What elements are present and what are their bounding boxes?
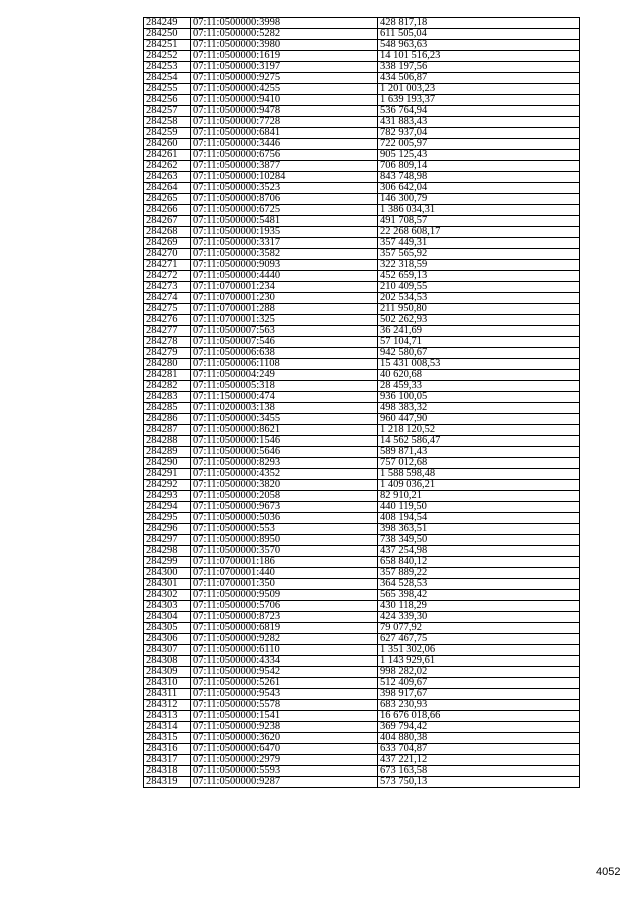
row-number-cell: 284318 (144, 766, 191, 777)
row-number-cell: 284287 (144, 425, 191, 436)
row-number-cell: 284303 (144, 601, 191, 612)
cadastral-number-cell: 07:11:0500000:9509 (191, 590, 378, 601)
cadastral-number-cell: 07:11:0500000:4255 (191, 84, 378, 95)
row-number-cell: 284254 (144, 73, 191, 84)
cadastral-number-cell: 07:11:0500000:8723 (191, 612, 378, 623)
cadastral-number-cell: 07:11:0500000:1935 (191, 227, 378, 238)
cadastral-number-cell: 07:11:1500000:474 (191, 392, 378, 403)
row-number-cell: 284300 (144, 568, 191, 579)
cadastral-number-cell: 07:11:0700001:325 (191, 315, 378, 326)
cadastral-value-cell: 357 565,92 (378, 249, 580, 260)
cadastral-number-cell: 07:11:0500000:5481 (191, 216, 378, 227)
cadastral-value-cell: 1 386 034,31 (378, 205, 580, 216)
cadastral-number-cell: 07:11:0500005:318 (191, 381, 378, 392)
cadastral-value-cell: 14 101 516,23 (378, 51, 580, 62)
row-number-cell: 284312 (144, 700, 191, 711)
table-row (144, 436, 580, 447)
cadastral-number-cell: 07:11:0500000:9673 (191, 502, 378, 513)
row-number-cell: 284294 (144, 502, 191, 513)
cadastral-value-cell: 322 318,59 (378, 260, 580, 271)
table-row (144, 568, 580, 579)
cadastral-number-cell: 07:11:0500000:1619 (191, 51, 378, 62)
cadastral-value-cell: 440 119,50 (378, 502, 580, 513)
cadastral-value-cell: 960 447,90 (378, 414, 580, 425)
table-row (144, 491, 580, 502)
row-number-cell: 284307 (144, 645, 191, 656)
cadastral-number-cell: 07:11:0500000:4334 (191, 656, 378, 667)
cadastral-number-cell: 07:11:0500000:5593 (191, 766, 378, 777)
row-number-cell: 284310 (144, 678, 191, 689)
cadastral-number-cell: 07:11:0500000:9282 (191, 634, 378, 645)
row-number-cell: 284273 (144, 282, 191, 293)
cadastral-number-cell: 07:11:0500006:638 (191, 348, 378, 359)
cadastral-value-cell: 404 880,38 (378, 733, 580, 744)
cadastral-number-cell: 07:11:0500000:9093 (191, 260, 378, 271)
table-row (144, 359, 580, 370)
cadastral-number-cell: 07:11:0500000:7728 (191, 117, 378, 128)
cadastral-value-cell: 548 963,63 (378, 40, 580, 51)
cadastral-value-cell: 14 562 586,47 (378, 436, 580, 447)
cadastral-number-cell: 07:11:0500000:3317 (191, 238, 378, 249)
table-row (144, 700, 580, 711)
table-row (144, 326, 580, 337)
cadastral-number-cell: 07:11:0500000:3980 (191, 40, 378, 51)
table-row (144, 51, 580, 62)
row-number-cell: 284286 (144, 414, 191, 425)
cadastral-value-cell: 565 398,42 (378, 590, 580, 601)
cadastral-number-cell: 07:11:0500000:3582 (191, 249, 378, 260)
table-row (144, 260, 580, 271)
cadastral-value-cell: 683 230,93 (378, 700, 580, 711)
row-number-cell: 284250 (144, 29, 191, 40)
table-row (144, 623, 580, 634)
cadastral-value-cell: 512 409,67 (378, 678, 580, 689)
table-row (144, 513, 580, 524)
table-row (144, 227, 580, 238)
row-number-cell: 284319 (144, 777, 191, 788)
cadastral-number-cell: 07:11:0500000:6841 (191, 128, 378, 139)
table-row (144, 40, 580, 51)
row-number-cell: 284252 (144, 51, 191, 62)
cadastral-number-cell: 07:11:0500000:6756 (191, 150, 378, 161)
cadastral-number-cell: 07:11:0500000:9238 (191, 722, 378, 733)
cadastral-value-cell: 57 104,71 (378, 337, 580, 348)
table-row (144, 722, 580, 733)
row-number-cell: 284262 (144, 161, 191, 172)
cadastral-value-cell: 722 005,97 (378, 139, 580, 150)
cadastral-number-cell: 07:11:0500000:4440 (191, 271, 378, 282)
table-row (144, 84, 580, 95)
cadastral-value-cell: 36 241,69 (378, 326, 580, 337)
row-number-cell: 284290 (144, 458, 191, 469)
table-row (144, 117, 580, 128)
table-row (144, 172, 580, 183)
row-number-cell: 284255 (144, 84, 191, 95)
cadastral-number-cell: 07:11:0500000:5261 (191, 678, 378, 689)
cadastral-value-cell: 782 937,04 (378, 128, 580, 139)
cadastral-value-cell: 757 012,68 (378, 458, 580, 469)
row-number-cell: 284276 (144, 315, 191, 326)
table-row (144, 161, 580, 172)
table-row (144, 348, 580, 359)
cadastral-value-cell: 398 363,51 (378, 524, 580, 535)
row-number-cell: 284285 (144, 403, 191, 414)
cadastral-number-cell: 07:11:0500000:3877 (191, 161, 378, 172)
row-number-cell: 284305 (144, 623, 191, 634)
table-row (144, 381, 580, 392)
cadastral-value-cell: 16 676 018,66 (378, 711, 580, 722)
row-number-cell: 284295 (144, 513, 191, 524)
cadastral-value-cell: 573 750,13 (378, 777, 580, 788)
cadastral-number-cell: 07:11:0500000:6725 (191, 205, 378, 216)
cadastral-number-cell: 07:11:0500000:5578 (191, 700, 378, 711)
row-number-cell: 284288 (144, 436, 191, 447)
cadastral-value-cell: 627 467,75 (378, 634, 580, 645)
cadastral-value-cell: 431 883,43 (378, 117, 580, 128)
cadastral-number-cell: 07:11:0500000:553 (191, 524, 378, 535)
cadastral-value-cell: 40 620,68 (378, 370, 580, 381)
table-row (144, 29, 580, 40)
cadastral-number-cell: 07:11:0700001:230 (191, 293, 378, 304)
cadastral-number-cell: 07:11:0700001:186 (191, 557, 378, 568)
table-row (144, 139, 580, 150)
cadastral-value-cell: 589 871,43 (378, 447, 580, 458)
row-number-cell: 284268 (144, 227, 191, 238)
table-row (144, 744, 580, 755)
cadastral-number-cell: 07:11:0500000:3523 (191, 183, 378, 194)
page-number: 4052 (596, 866, 621, 878)
table-row (144, 150, 580, 161)
table-row (144, 425, 580, 436)
cadastral-number-cell: 07:11:0500000:3620 (191, 733, 378, 744)
table-row (144, 612, 580, 623)
cadastral-value-cell: 1 351 302,06 (378, 645, 580, 656)
cadastral-number-cell: 07:11:0500000:5706 (191, 601, 378, 612)
cadastral-value-cell: 633 704,87 (378, 744, 580, 755)
cadastral-number-cell: 07:11:0500000:5646 (191, 447, 378, 458)
cadastral-number-cell: 07:11:0500000:9542 (191, 667, 378, 678)
table-row (144, 689, 580, 700)
table-row (144, 656, 580, 667)
table-row (144, 755, 580, 766)
table-row (144, 106, 580, 117)
row-number-cell: 284304 (144, 612, 191, 623)
cadastral-value-cell: 338 197,56 (378, 62, 580, 73)
cadastral-number-cell: 07:11:0500006:1108 (191, 359, 378, 370)
row-number-cell: 284260 (144, 139, 191, 150)
table-row (144, 216, 580, 227)
row-number-cell: 284278 (144, 337, 191, 348)
cadastral-number-cell: 07:11:0500000:3820 (191, 480, 378, 491)
row-number-cell: 284264 (144, 183, 191, 194)
table-row (144, 678, 580, 689)
cadastral-value-cell: 408 194,54 (378, 513, 580, 524)
table-row (144, 480, 580, 491)
table-row (144, 95, 580, 106)
cadastral-value-cell: 434 506,87 (378, 73, 580, 84)
cadastral-value-cell: 452 659,13 (378, 271, 580, 282)
row-number-cell: 284315 (144, 733, 191, 744)
cadastral-value-cell: 369 794,42 (378, 722, 580, 733)
row-number-cell: 284269 (144, 238, 191, 249)
cadastral-number-cell: 07:11:0500000:3570 (191, 546, 378, 557)
row-number-cell: 284281 (144, 370, 191, 381)
cadastral-value-cell: 843 748,98 (378, 172, 580, 183)
row-number-cell: 284317 (144, 755, 191, 766)
cadastral-number-cell: 07:11:0500000:1546 (191, 436, 378, 447)
row-number-cell: 284261 (144, 150, 191, 161)
cadastral-value-cell: 936 100,05 (378, 392, 580, 403)
table-row (144, 403, 580, 414)
row-number-cell: 284292 (144, 480, 191, 491)
cadastral-value-cell: 1 588 598,48 (378, 469, 580, 480)
row-number-cell: 284301 (144, 579, 191, 590)
cadastral-number-cell: 07:11:0500000:6470 (191, 744, 378, 755)
row-number-cell: 284311 (144, 689, 191, 700)
table-row (144, 524, 580, 535)
cadastral-number-cell: 07:11:0700001:234 (191, 282, 378, 293)
cadastral-value-cell: 306 642,04 (378, 183, 580, 194)
table-row (144, 128, 580, 139)
table-row (144, 766, 580, 777)
cadastral-number-cell: 07:11:0500000:4352 (191, 469, 378, 480)
table-row (144, 62, 580, 73)
row-number-cell: 284270 (144, 249, 191, 260)
table-row (144, 711, 580, 722)
table-row (144, 337, 580, 348)
table-row (144, 634, 580, 645)
cadastral-number-cell: 07:11:0500000:9287 (191, 777, 378, 788)
row-number-cell: 284256 (144, 95, 191, 106)
cadastral-number-cell: 07:11:0500000:9543 (191, 689, 378, 700)
row-number-cell: 284263 (144, 172, 191, 183)
cadastral-value-cell: 202 534,53 (378, 293, 580, 304)
row-number-cell: 284249 (144, 18, 191, 29)
table-row (144, 315, 580, 326)
row-number-cell: 284280 (144, 359, 191, 370)
cadastral-number-cell: 07:11:0500000:1541 (191, 711, 378, 722)
row-number-cell: 284266 (144, 205, 191, 216)
cadastral-value-cell: 357 889,22 (378, 568, 580, 579)
table-row (144, 579, 580, 590)
cadastral-number-cell: 07:11:0500000:5036 (191, 513, 378, 524)
cadastral-number-cell: 07:11:0500007:546 (191, 337, 378, 348)
row-number-cell: 284309 (144, 667, 191, 678)
row-number-cell: 284306 (144, 634, 191, 645)
row-number-cell: 284282 (144, 381, 191, 392)
table-row (144, 447, 580, 458)
table-row (144, 469, 580, 480)
table-row (144, 304, 580, 315)
table-row (144, 183, 580, 194)
cadastral-number-cell: 07:11:0500000:2058 (191, 491, 378, 502)
table-body (144, 18, 580, 788)
cadastral-value-cell: 611 505,04 (378, 29, 580, 40)
table-row (144, 249, 580, 260)
table-row (144, 645, 580, 656)
cadastral-value-cell: 15 431 008,53 (378, 359, 580, 370)
row-number-cell: 284257 (144, 106, 191, 117)
table-row (144, 282, 580, 293)
cadastral-number-cell: 07:11:0500000:3455 (191, 414, 378, 425)
row-number-cell: 284291 (144, 469, 191, 480)
cadastral-number-cell: 07:11:0500000:3197 (191, 62, 378, 73)
cadastral-number-cell: 07:11:0700001:440 (191, 568, 378, 579)
table-row (144, 205, 580, 216)
table-row (144, 293, 580, 304)
row-number-cell: 284302 (144, 590, 191, 601)
cadastral-number-cell: 07:11:0500000:9275 (191, 73, 378, 84)
cadastral-value-cell: 706 809,14 (378, 161, 580, 172)
cadastral-value-cell: 738 349,50 (378, 535, 580, 546)
cadastral-value-cell: 905 125,43 (378, 150, 580, 161)
cadastral-value-cell: 998 282,02 (378, 667, 580, 678)
cadastral-number-cell: 07:11:0500000:9410 (191, 95, 378, 106)
table-row (144, 590, 580, 601)
row-number-cell: 284253 (144, 62, 191, 73)
row-number-cell: 284298 (144, 546, 191, 557)
cadastral-number-cell: 07:11:0500000:3446 (191, 139, 378, 150)
row-number-cell: 284258 (144, 117, 191, 128)
row-number-cell: 284265 (144, 194, 191, 205)
row-number-cell: 284314 (144, 722, 191, 733)
cadastral-value-cell: 428 817,18 (378, 18, 580, 29)
row-number-cell: 284274 (144, 293, 191, 304)
row-number-cell: 284267 (144, 216, 191, 227)
table-row (144, 667, 580, 678)
cadastral-value-cell: 22 268 608,17 (378, 227, 580, 238)
cadastral-value-cell: 1 639 193,37 (378, 95, 580, 106)
cadastral-value-cell: 82 910,21 (378, 491, 580, 502)
cadastral-value-cell: 942 580,67 (378, 348, 580, 359)
cadastral-number-cell: 07:11:0500000:6110 (191, 645, 378, 656)
cadastral-number-cell: 07:11:0500000:3998 (191, 18, 378, 29)
row-number-cell: 284279 (144, 348, 191, 359)
cadastral-number-cell: 07:11:0500000:10284 (191, 172, 378, 183)
row-number-cell: 284299 (144, 557, 191, 568)
row-number-cell: 284251 (144, 40, 191, 51)
cadastral-value-cell: 210 409,55 (378, 282, 580, 293)
row-number-cell: 284283 (144, 392, 191, 403)
cadastral-value-cell: 1 143 929,61 (378, 656, 580, 667)
row-number-cell: 284296 (144, 524, 191, 535)
cadastral-number-cell: 07:11:0500000:8621 (191, 425, 378, 436)
cadastral-value-cell: 498 383,32 (378, 403, 580, 414)
table-row (144, 73, 580, 84)
cadastral-value-cell: 211 950,80 (378, 304, 580, 315)
table-row (144, 271, 580, 282)
cadastral-number-cell: 07:11:0500000:9478 (191, 106, 378, 117)
table-row (144, 18, 580, 29)
cadastral-value-cell: 357 449,31 (378, 238, 580, 249)
cadastral-value-cell: 491 708,57 (378, 216, 580, 227)
row-number-cell: 284293 (144, 491, 191, 502)
cadastral-number-cell: 07:11:0700001:350 (191, 579, 378, 590)
cadastral-value-cell: 424 339,30 (378, 612, 580, 623)
cadastral-value-cell: 364 528,53 (378, 579, 580, 590)
row-number-cell: 284297 (144, 535, 191, 546)
cadastral-value-cell: 437 254,98 (378, 546, 580, 557)
table-row (144, 370, 580, 381)
row-number-cell: 284259 (144, 128, 191, 139)
row-number-cell: 284271 (144, 260, 191, 271)
row-number-cell: 284275 (144, 304, 191, 315)
cadastral-value-cell: 1 201 003,23 (378, 84, 580, 95)
table-row (144, 733, 580, 744)
cadastral-number-cell: 07:11:0700001:288 (191, 304, 378, 315)
row-number-cell: 284308 (144, 656, 191, 667)
table-row (144, 535, 580, 546)
row-number-cell: 284316 (144, 744, 191, 755)
cadastral-number-cell: 07:11:0500007:563 (191, 326, 378, 337)
cadastral-number-cell: 07:11:0500000:8293 (191, 458, 378, 469)
cadastral-number-cell: 07:11:0200003:138 (191, 403, 378, 414)
cadastral-value-cell: 146 300,79 (378, 194, 580, 205)
cadastral-value-cell: 398 917,67 (378, 689, 580, 700)
table-row (144, 502, 580, 513)
row-number-cell: 284313 (144, 711, 191, 722)
table-row (144, 194, 580, 205)
table-row (144, 601, 580, 612)
cadastral-number-cell: 07:11:0500000:8950 (191, 535, 378, 546)
row-number-cell: 284272 (144, 271, 191, 282)
cadastral-number-cell: 07:11:0500000:5282 (191, 29, 378, 40)
row-number-cell: 284289 (144, 447, 191, 458)
cadastral-value-cell: 430 118,29 (378, 601, 580, 612)
table-row (144, 392, 580, 403)
cadastral-value-cell: 658 840,12 (378, 557, 580, 568)
cadastral-value-cell: 79 077,92 (378, 623, 580, 634)
row-number-cell: 284277 (144, 326, 191, 337)
cadastral-value-cell: 673 163,58 (378, 766, 580, 777)
cadastral-number-cell: 07:11:0500000:6819 (191, 623, 378, 634)
cadastral-value-cell: 437 221,12 (378, 755, 580, 766)
table-row (144, 557, 580, 568)
cadastral-value-cell: 28 459,33 (378, 381, 580, 392)
cadastral-value-table (143, 17, 580, 788)
cadastral-number-cell: 07:11:0500000:2979 (191, 755, 378, 766)
cadastral-number-cell: 07:11:0500004:249 (191, 370, 378, 381)
cadastral-value-cell: 1 409 036,21 (378, 480, 580, 491)
table-row (144, 414, 580, 425)
cadastral-value-cell: 502 262,93 (378, 315, 580, 326)
table-row (144, 777, 580, 788)
table-row (144, 458, 580, 469)
cadastral-value-cell: 536 764,94 (378, 106, 580, 117)
table-row (144, 238, 580, 249)
table-row (144, 546, 580, 557)
cadastral-number-cell: 07:11:0500000:8706 (191, 194, 378, 205)
cadastral-value-cell: 1 218 120,52 (378, 425, 580, 436)
